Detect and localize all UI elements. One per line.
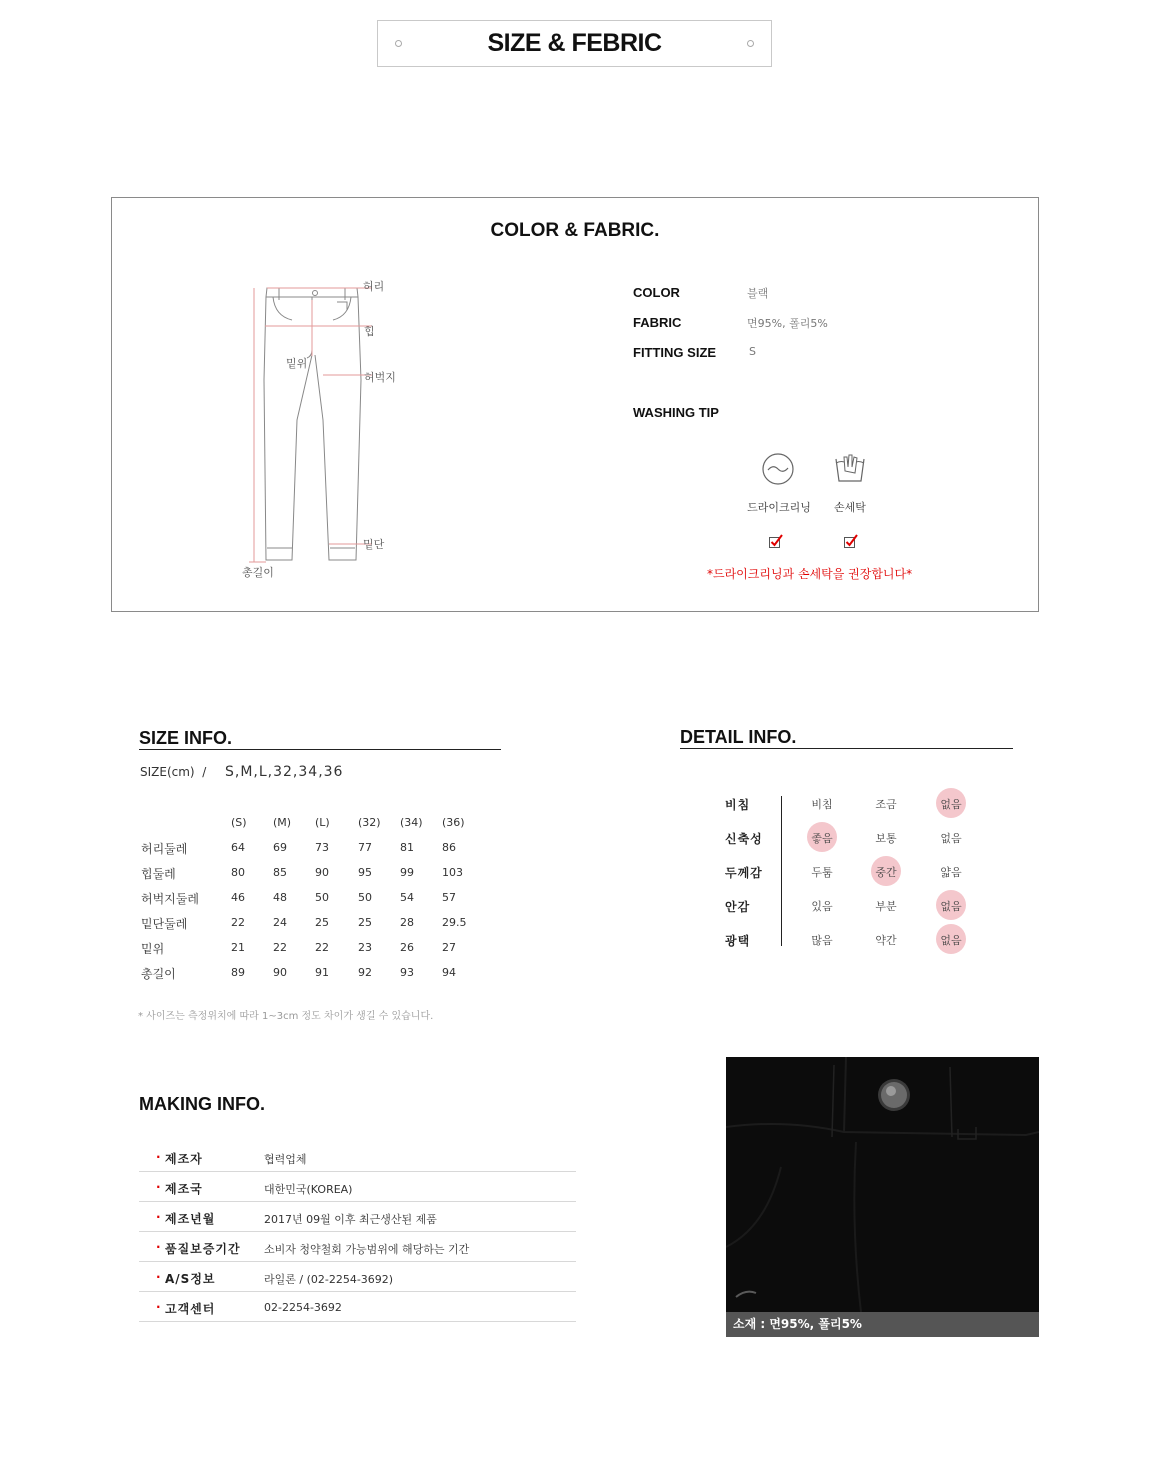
making-row-divider [139,1291,576,1292]
size-row-label: 허벅지둘레 [141,892,199,906]
making-row-divider [139,1201,576,1202]
detail-option: 없음 [940,832,962,845]
size-list: S,M,L,32,34,36 [225,764,344,780]
size-header-cell: (S) [231,816,247,829]
making-row-value: 2017년 09월 이후 최근생산된 제품 [264,1213,437,1226]
bullet-dot: · [156,1270,161,1284]
size-cell: 22 [231,916,245,929]
size-row-label: 힙둘레 [141,867,176,881]
bullet-dot: · [156,1240,161,1254]
info-label-fitting-size: FITTING SIZE [633,345,717,360]
color-fabric-panel [111,197,1039,612]
size-row-label: 밑단둘레 [141,917,188,931]
size-cell: 80 [231,866,245,879]
label-thigh: 허벅지 [364,371,396,384]
info-value-fitting-size: S [749,345,756,358]
making-row-divider [139,1261,576,1262]
size-cell: 22 [273,941,287,954]
detail-option: 보통 [875,832,897,845]
size-cell: 27 [442,941,456,954]
making-row-divider [139,1171,576,1172]
size-row-label: 밑위 [141,942,165,956]
detail-row-label: 안감 [725,900,751,914]
making-row-value: 협력업체 [264,1153,307,1166]
size-cell: 92 [358,966,372,979]
detail-option: 두툼 [811,866,833,879]
size-cell: 89 [231,966,245,979]
page-title: SIZE & FEBRIC [487,29,662,57]
wash-label-dry-cleaning: 드라이크리닝 [747,501,811,514]
making-row-label: 제조자 [165,1152,203,1166]
detail-option: 얇음 [940,866,962,879]
info-label-fabric: FABRIC [633,315,682,330]
label-length: 총길이 [242,566,274,579]
jeans-closeup-image [726,1057,1039,1312]
size-cell: 64 [231,841,245,854]
size-cell: 48 [273,891,287,904]
size-cell: 73 [315,841,329,854]
detail-row-label: 두께감 [725,866,763,880]
detail-option: 많음 [811,934,833,947]
detail-option: 비침 [811,798,833,811]
making-row-value: 라일론 / (02-2254-3692) [264,1273,394,1286]
detail-option: 중간 [875,866,897,879]
label-hip: 힙 [364,325,375,338]
size-cell: 99 [400,866,414,879]
size-cell: 86 [442,841,456,854]
dry-cleaning-icon [760,451,796,487]
making-row-divider [139,1231,576,1232]
size-info-title: SIZE INFO. [139,728,233,748]
detail-row-label: 비침 [725,798,751,812]
detail-row-label: 신축성 [725,832,763,846]
size-cell: 54 [400,891,414,904]
product-photo [726,1057,1039,1337]
size-header-cell: (M) [273,816,292,829]
size-cell: 69 [273,841,287,854]
size-cell: 24 [273,916,287,929]
washing-tip-label: WASHING TIP [633,405,719,420]
info-value-fabric: 면95%, 폴리5% [747,317,828,330]
bullet-dot: · [156,1210,161,1224]
detail-info-divider [680,748,1013,749]
wash-label-hand-wash: 손세탁 [834,501,866,514]
hand-wash-icon [833,451,867,485]
color-fabric-title: COLOR & FABRIC. [490,220,660,241]
size-cell: 91 [315,966,329,979]
making-row-label: 제조년월 [165,1212,216,1226]
pants-diagram-icon [237,280,437,580]
size-cell: 29.5 [442,916,467,929]
size-cell: 26 [400,941,414,954]
dry-cleaning-checkbox[interactable] [768,533,784,549]
label-hem: 밑단 [363,538,385,551]
size-cell: 90 [273,966,287,979]
size-cell: 50 [315,891,329,904]
detail-option: 없음 [940,934,962,947]
size-header-cell: (32) [358,816,381,829]
making-row-divider [139,1321,576,1322]
size-cell: 22 [315,941,329,954]
size-cell: 77 [358,841,372,854]
bullet-dot: · [156,1180,161,1194]
detail-info-title: DETAIL INFO. [680,727,797,747]
making-row-value: 소비자 청약철회 가능범위에 해당하는 기간 [264,1243,470,1256]
detail-row-label: 광택 [725,934,751,948]
size-cell: 93 [400,966,414,979]
detail-option: 없음 [940,798,962,811]
detail-option: 약간 [875,934,897,947]
detail-option: 부분 [875,900,897,913]
info-value-color: 블랙 [747,287,769,300]
making-row-label: 제조국 [165,1182,203,1196]
size-cell: 28 [400,916,414,929]
making-row-label: 고객센터 [165,1302,216,1316]
size-cell: 23 [358,941,372,954]
info-label-color: COLOR [633,285,680,300]
size-header-cell: (34) [400,816,423,829]
size-cell: 103 [442,866,463,879]
size-cell: 25 [315,916,329,929]
size-cell: 81 [400,841,414,854]
size-info-divider [139,749,501,750]
section-title-box [377,20,772,67]
detail-option: 있음 [811,900,833,913]
detail-option: 없음 [940,900,962,913]
size-cell: 57 [442,891,456,904]
making-row-label: 품질보증기간 [165,1242,241,1256]
size-cell: 94 [442,966,456,979]
making-info-title: MAKING INFO. [139,1094,265,1114]
label-waist: 허리 [363,280,385,293]
detail-option: 좋음 [811,832,833,845]
hand-wash-checkbox[interactable] [843,533,859,549]
size-cell: 46 [231,891,245,904]
label-rise: 밑위 [286,357,308,370]
size-unit-label: SIZE(cm) / [140,765,207,779]
size-row-label: 허리둘레 [141,842,188,856]
wash-recommend-note: *드라이크리닝과 손세탁을 권장합니다* [707,567,913,581]
detail-option: 조금 [875,798,897,811]
size-row-label: 총길이 [141,967,176,981]
bullet-dot: · [156,1300,161,1314]
making-row-value: 대한민국(KOREA) [264,1183,353,1196]
size-header-cell: (36) [442,816,465,829]
size-cell: 21 [231,941,245,954]
size-note: * 사이즈는 측정위치에 따라 1~3cm 정도 차이가 생길 수 있습니다. [138,1011,434,1022]
making-row-value: 02-2254-3692 [264,1301,342,1314]
size-cell: 90 [315,866,329,879]
size-cell: 95 [358,866,372,879]
size-cell: 85 [273,866,287,879]
size-cell: 50 [358,891,372,904]
size-cell: 25 [358,916,372,929]
photo-caption: 소재 : 면95%, 폴리5% [726,1312,1039,1337]
making-row-label: A/S정보 [165,1272,216,1286]
size-header-cell: (L) [315,816,330,829]
detail-vertical-divider [781,796,782,946]
bullet-dot: · [156,1150,161,1164]
